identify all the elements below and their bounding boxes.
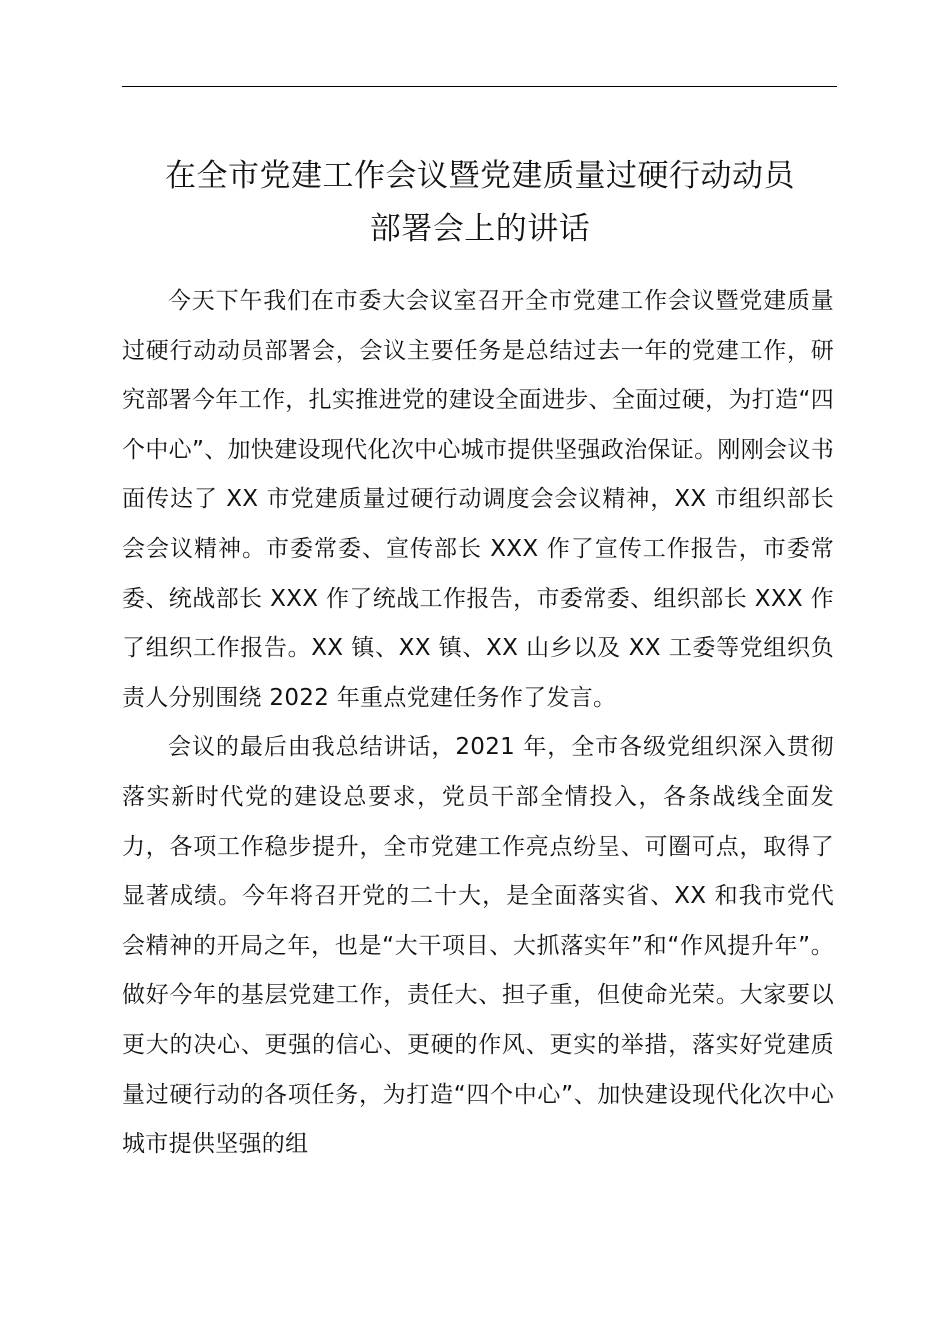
title-line-2: 部署会上的讲话 [369,211,591,247]
document-title [100,150,860,256]
paragraph-2: 会议的最后由我总结讲话，2021 年，全市各级党组织深入贯彻落实新时代党的建设总要求，党员干部全情投入，各条战线全面发力，各项工作稳步提升，全市党建工作亮点纷呈、可圈可点，取得了显著成绩。今年将召开党的二十大，是全面落实省、XX 和我市党代会精神的开局之年，也是“大干项目、大抓落实年”和“作风提升年”。做好今年的基层党建工作，责任大、担子重，但使命光荣。大家要以更大的决心、更强的信心、更硬的作风、更实的举措，落实好党建质量过硬行动的各项任务，为打造“四个中心”、加快建设现代化次中心城市提供坚强的组 [122,734,834,1158]
title-line-1: 在全市党建工作会议暨党建质量过硬行动动员 [165,158,795,194]
document-body [122,277,834,1170]
paragraph-1: 今天下午我们在市委大会议室召开全市党建工作会议暨党建质量过硬行动动员部署会，会议主要任务是总结过去一年的党建工作，研究部署今年工作，扎实推进党的建设全面进步、全面过硬，为打造“四个中心”、加快建设现代化次中心城市提供坚强政治保证。刚刚会议书面传达了 XX 市党建质量过硬行动调度会会议精神，XX 市组织部长会会议精神。市委常委、宣传部长 XXX 作了宣传工作报告，市委常委、统战部长 XXX 作了统战工作报告，市委常委、组织部长 XXX 作了组织工作报告。XX 镇、XX 镇、XX 山乡以及 XX 工委等党组织负责人分别围绕 2022 年重点党建任务作了发言。 [122,288,834,711]
header-rule [122,86,837,87]
